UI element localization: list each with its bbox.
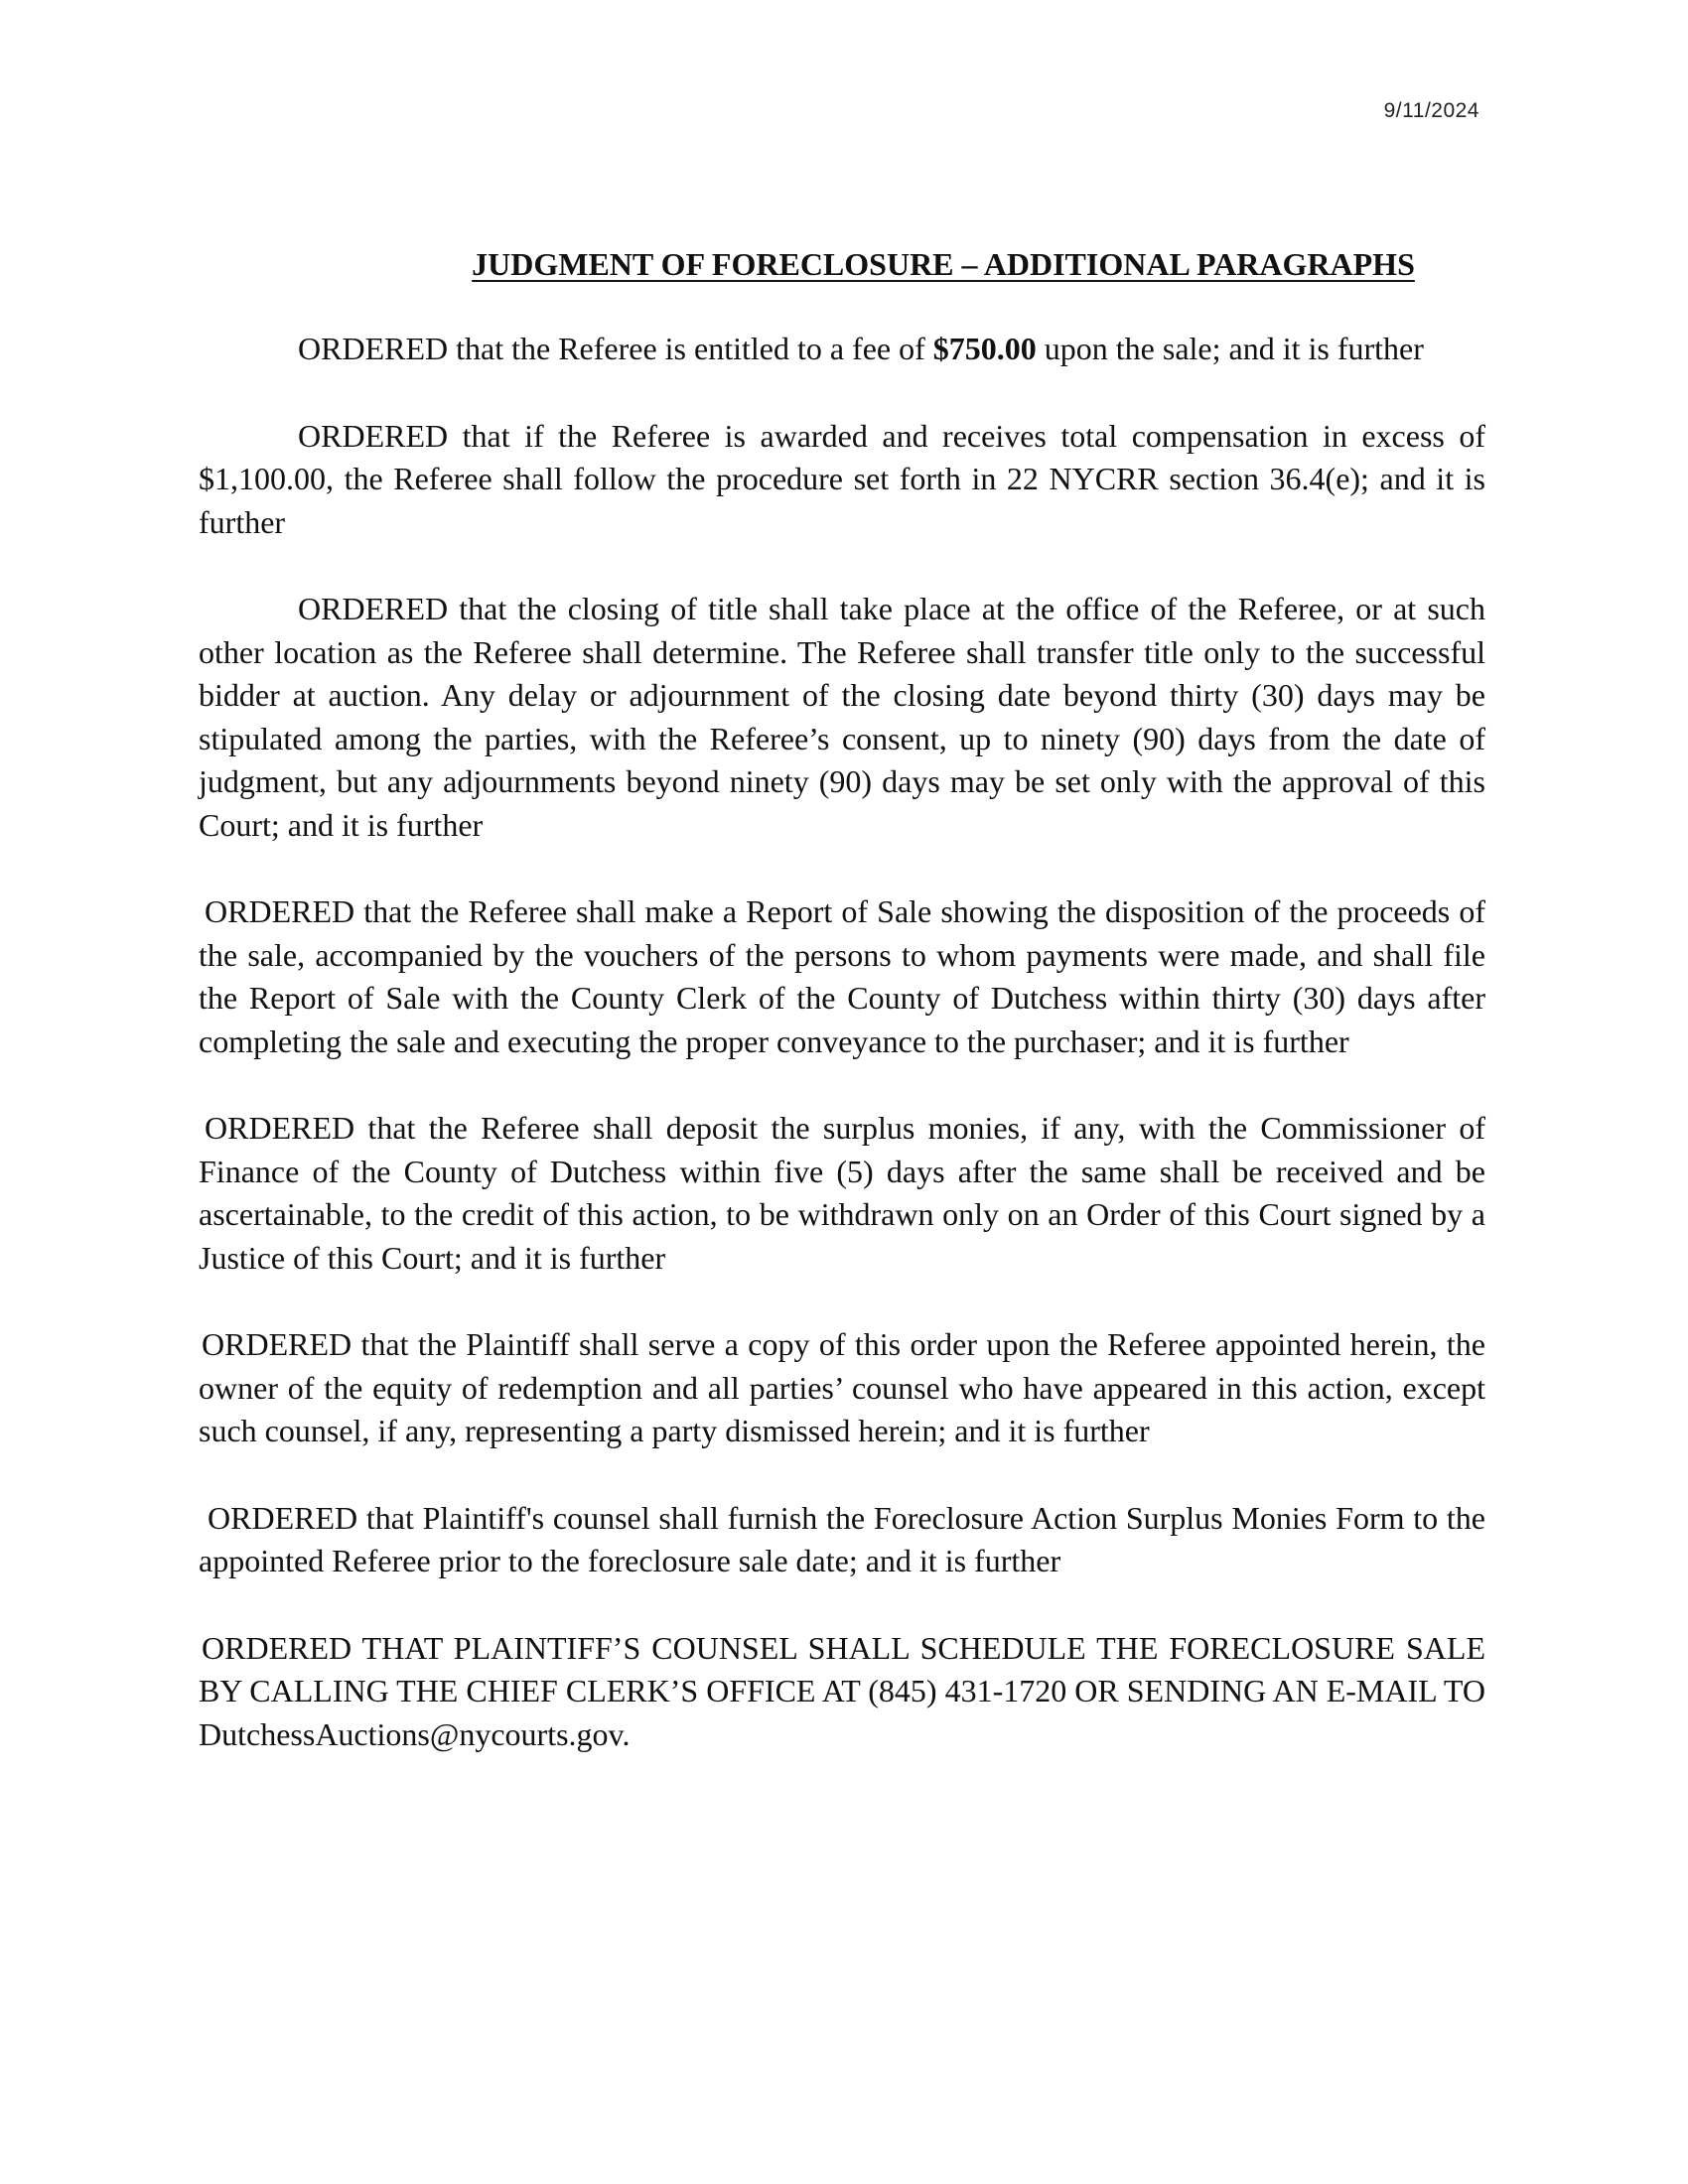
referee-fee-amount: $750.00 [932, 331, 1037, 366]
paragraph-report-of-sale: ORDERED that the Referee shall make a Report of Sale showing the disposition of the proceeds of the sale, accompanied by the vouchers of the persons to whom payments were made, and shall file the Report of Sale with the County Clerk of the County of Dutchess within thirty (30) days after completing the sale and executing the proper conveyance to the purchaser; and it is further [199, 893, 1485, 1059]
paragraph-service-of-order: ORDERED that the Plaintiff shall serve a copy of this order upon the Referee appointed herein, the owner of the equity of redemption and all parties’ counsel who have appeared in this action, except such counsel, if any, representing a party dismissed herein; and it is further [199, 1326, 1485, 1448]
paragraph-surplus-form: ORDERED that Plaintiff's counsel shall furnish the Foreclosure Action Surplus Monies Form to the appointed Referee prior to the foreclosure sale date; and it is further [199, 1499, 1485, 1578]
paragraph-surplus-monies: ORDERED that the Referee shall deposit the surplus monies, if any, with the Commissioner of Finance of the County of Dutchess within five (5) days after the same shall be received and be ascertainable, to the credit of this action, to be withdrawn only on an Order of this Court signed by a Justice of this Court; and it is further [199, 1110, 1485, 1276]
paragraph-referee-fee-text: ORDERED that the Referee is entitled to a fee of [298, 331, 933, 366]
document-title: JUDGMENT OF FORECLOSURE – ADDITIONAL PARAGRAPHS [472, 246, 1415, 282]
document-date: 9/11/2024 [1383, 99, 1479, 122]
paragraph-compensation: ORDERED that if the Referee is awarded and receives total compensation in excess of $1,100.00, the Referee shall follow the procedure set forth in 22 NYCRR section 36.4(e); and it is further [199, 417, 1485, 540]
document-body [199, 328, 1485, 1800]
paragraph-referee-fee [199, 328, 1485, 371]
paragraph-referee-fee-tail: upon the sale; and it is further [1036, 331, 1424, 366]
paragraph-closing-of-title: ORDERED that the closing of title shall take place at the office of the Referee, or at such other location as the Referee shall determine. The Referee shall transfer title only to the successful bidder at auction. Any delay or adjournment of the closing date beyond thirty (30) days may be stipulated among the parties, with the Referee’s consent, up to ninety (90) days from the date of judgment, but any adjournments beyond ninety (90) days may be set only with the approval of this Court; and it is further [199, 591, 1485, 843]
paragraph-schedule-sale: ORDERED THAT PLAINTIFF’S COUNSEL SHALL SCHEDULE THE FORECLOSURE SALE BY CALLING THE CHIEF CLERK’S OFFICE AT (845) 431-1720 OR SENDING AN E-MAIL TO DutchessAuctions@nycourts.gov. [199, 1629, 1485, 1752]
